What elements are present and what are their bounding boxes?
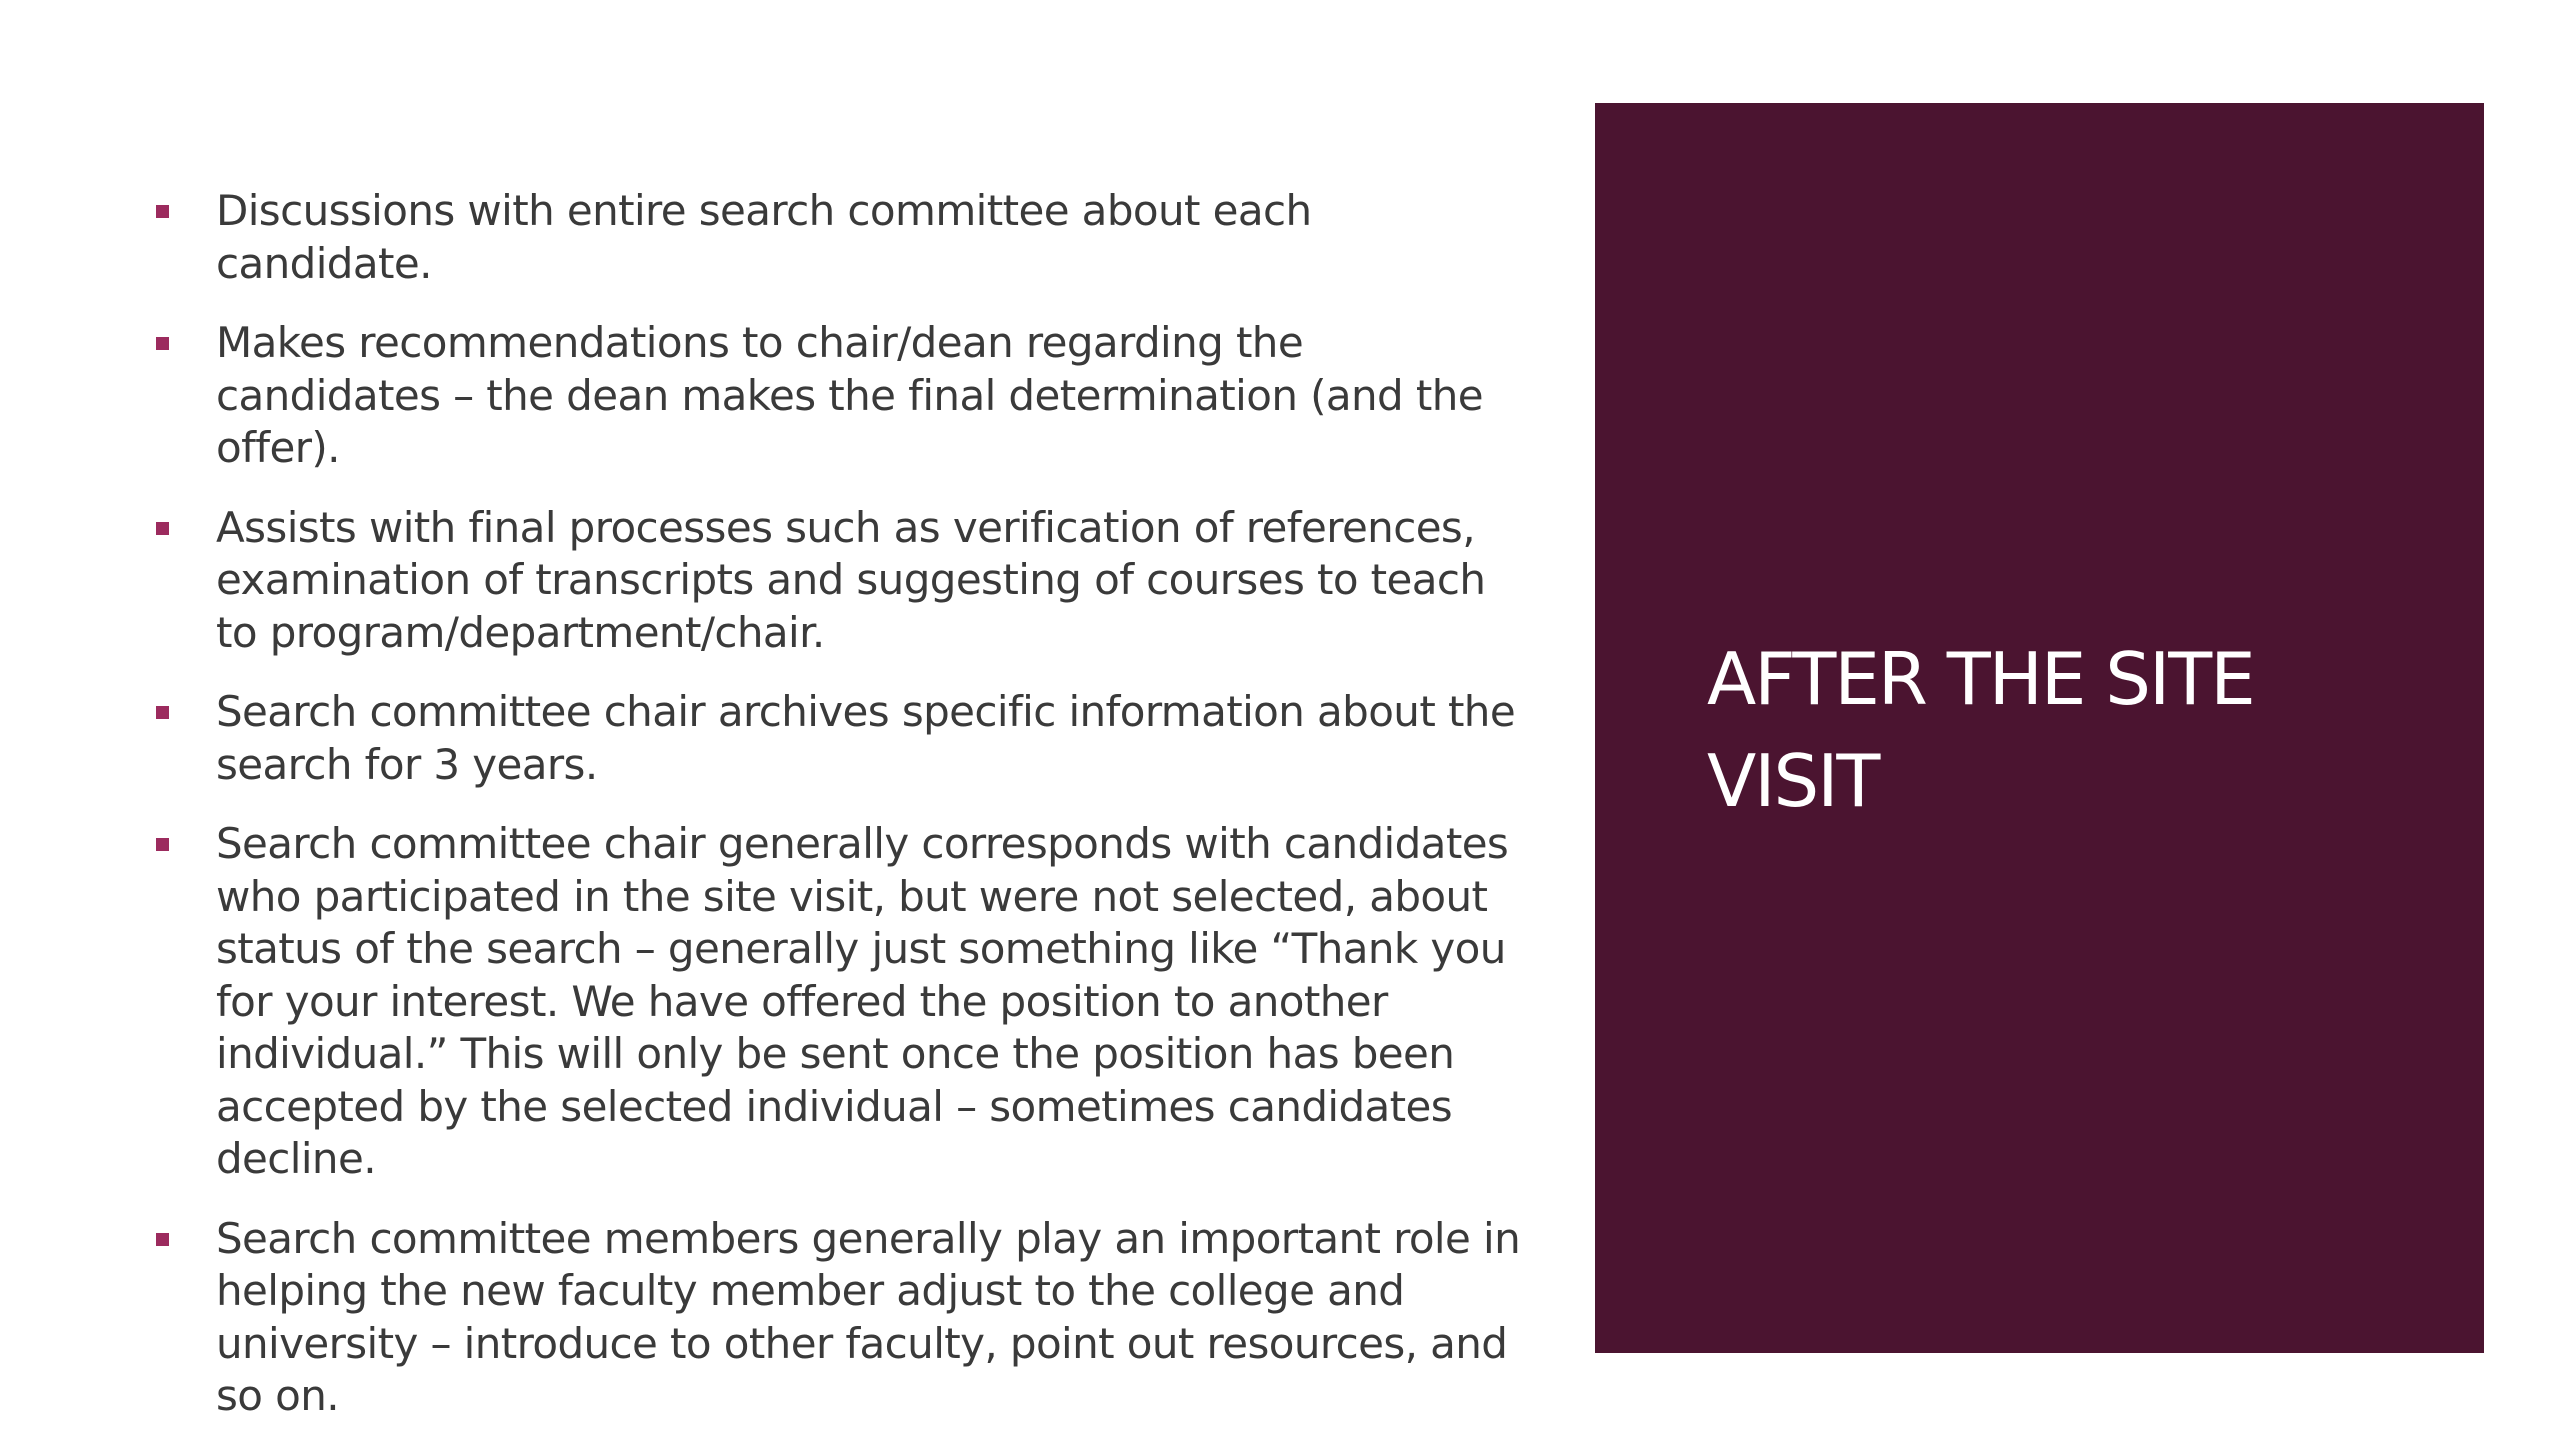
square-bullet-icon (156, 1233, 169, 1246)
square-bullet-icon (156, 337, 169, 350)
slide-title: AFTER THE SITE VISIT (1707, 637, 2254, 823)
bullet-text: Search committee members generally play an important role in helping the new faculty member adjust to the college and university – introduce to other faculty, point out resources, and so on. (216, 1213, 1521, 1420)
square-bullet-icon (156, 205, 169, 218)
bullet-text: Makes recommendations to chair/dean regarding the candidates – the dean makes the final determination (and the offer). (216, 318, 1483, 472)
square-bullet-icon (156, 706, 169, 719)
bullet-text: Assists with final processes such as verification of references, examination of transcripts and suggesting of courses to teach to program/department/chair. (216, 502, 1486, 657)
title-panel (1595, 103, 2484, 1353)
bullet-item (148, 317, 1528, 475)
bullet-text: Search committee chair generally corresponds with candidates who participated in the site visit, but were not selected, about status of the search – generally just something like “Thank you for your interest. We have offered the position to another individual.” This will only be sent once the position has been accepted by the selected individual – sometimes candidates decline. (216, 819, 1509, 1183)
bullet-item (148, 818, 1528, 1186)
bullet-text: Search committee chair archives specific information about the search for 3 years. (216, 687, 1516, 789)
square-bullet-icon (156, 522, 169, 535)
bullet-item (148, 1213, 1528, 1423)
bullet-item (148, 502, 1528, 660)
bullet-list (148, 185, 1528, 1440)
bullet-item (148, 686, 1528, 791)
bullet-text: Discussions with entire search committee about each candidate. (216, 186, 1312, 288)
bullet-item (148, 185, 1528, 290)
square-bullet-icon (156, 838, 169, 851)
